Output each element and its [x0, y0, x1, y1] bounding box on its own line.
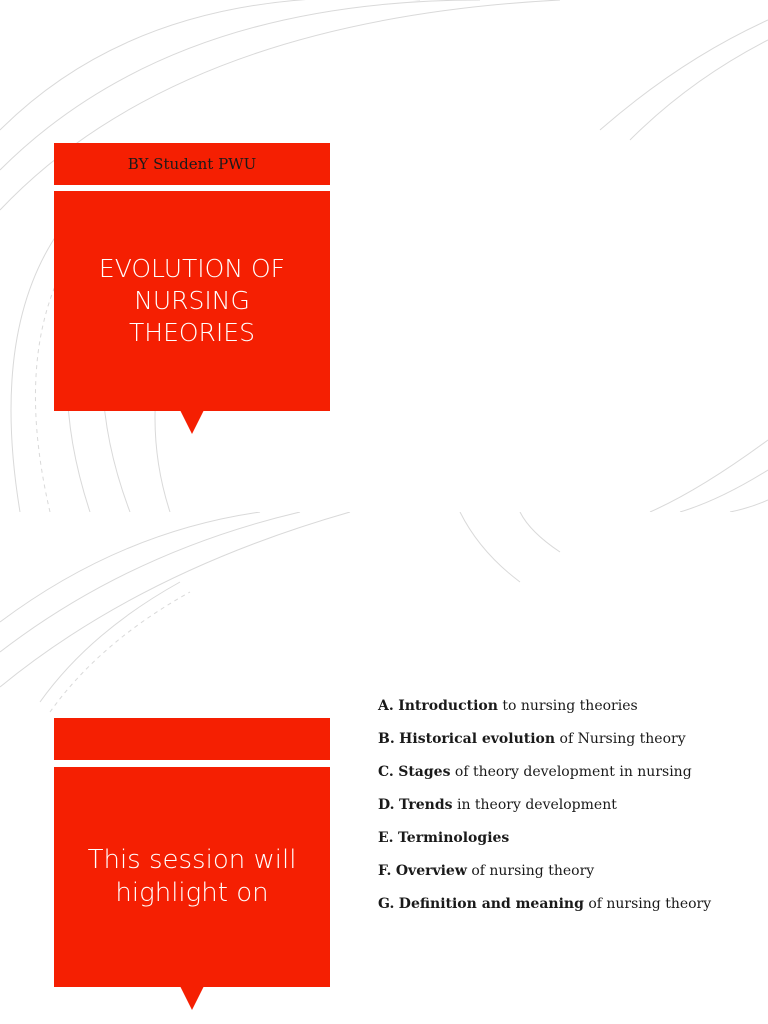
title-box	[54, 191, 330, 411]
agenda-item: E. Terminologies	[378, 830, 510, 846]
title-box	[54, 767, 330, 987]
agenda-item: A. Introduction to nursing theories	[378, 698, 638, 714]
author-text: BY Student PWU	[127, 155, 257, 173]
agenda-item: B. Historical evolution of Nursing theory	[378, 731, 686, 747]
title-pointer	[180, 410, 204, 434]
author-bar	[54, 143, 330, 185]
slide-title: EVOLUTION OF NURSING THEORIES	[98, 254, 286, 347]
agenda-item: C. Stages of theory development in nursing	[378, 764, 692, 780]
agenda-item: D. Trends in theory development	[378, 797, 617, 813]
slide-title: This session will highlight on	[87, 844, 297, 908]
agenda-slide	[0, 512, 768, 1024]
agenda-item: G. Definition and meaning of nursing theory	[378, 896, 712, 912]
title-pointer	[180, 986, 204, 1010]
agenda-item: F. Overview of nursing theory	[378, 863, 595, 879]
header-bar	[54, 718, 330, 760]
agenda-list	[378, 694, 728, 925]
